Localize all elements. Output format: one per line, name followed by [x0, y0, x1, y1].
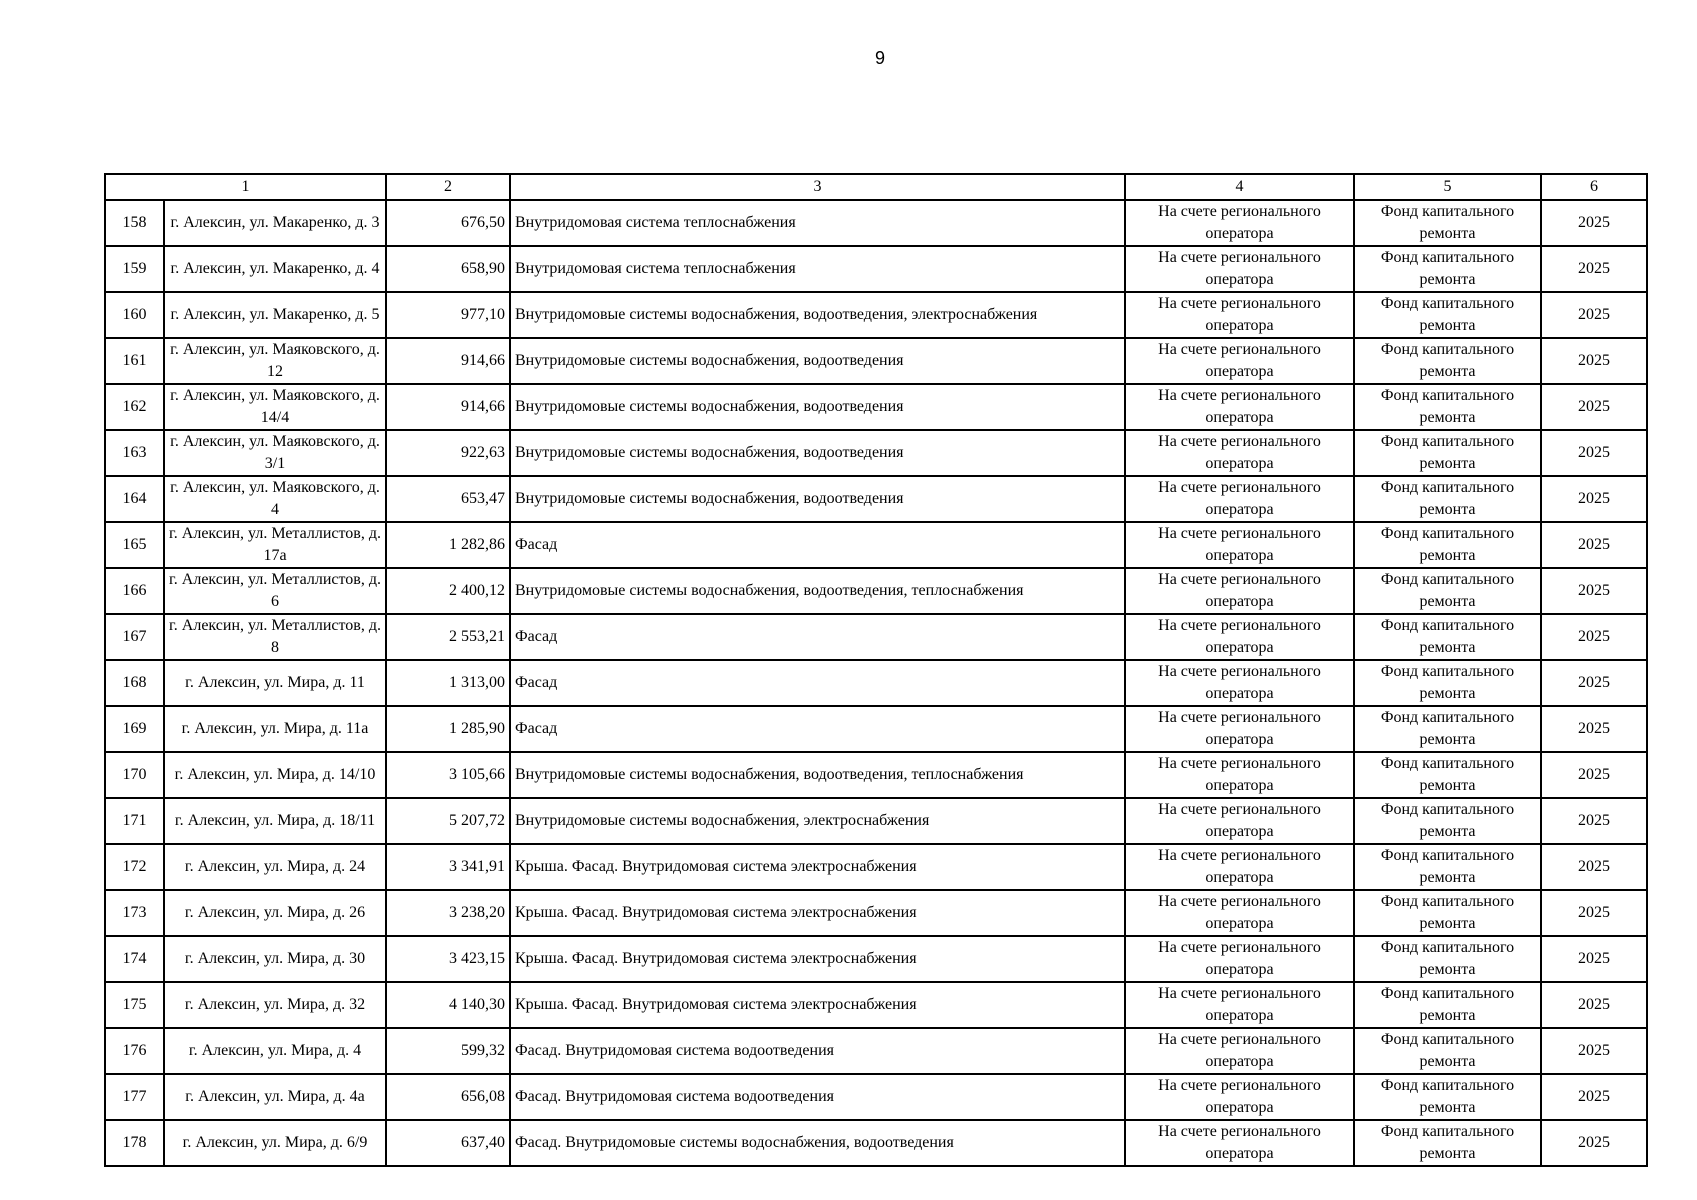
year-cell: 2025: [1541, 292, 1647, 338]
row-number: 161: [105, 338, 164, 384]
funding-source-cell: Фонд капитального ремонта: [1354, 936, 1541, 982]
account-cell: На счете регионального оператора: [1125, 798, 1354, 844]
table-row: [105, 706, 1647, 752]
work-type-cell: Фасад: [510, 614, 1125, 660]
year-cell: 2025: [1541, 982, 1647, 1028]
area-cell: 2 553,21: [386, 614, 510, 660]
funding-source-cell: Фонд капитального ремонта: [1354, 752, 1541, 798]
funding-source-cell: Фонд капитального ремонта: [1354, 292, 1541, 338]
area-cell: 653,47: [386, 476, 510, 522]
area-cell: 1 282,86: [386, 522, 510, 568]
area-cell: 676,50: [386, 200, 510, 246]
header-col-5: 5: [1354, 174, 1541, 200]
funding-source-cell: Фонд капитального ремонта: [1354, 476, 1541, 522]
row-number: 159: [105, 246, 164, 292]
work-type-cell: Фасад: [510, 522, 1125, 568]
row-number: 174: [105, 936, 164, 982]
year-cell: 2025: [1541, 384, 1647, 430]
account-cell: На счете регионального оператора: [1125, 1120, 1354, 1166]
address-cell: г. Алексин, ул. Мира, д. 11: [164, 660, 386, 706]
address-cell: г. Алексин, ул. Макаренко, д. 3: [164, 200, 386, 246]
area-cell: 3 105,66: [386, 752, 510, 798]
address-cell: г. Алексин, ул. Мира, д. 24: [164, 844, 386, 890]
year-cell: 2025: [1541, 246, 1647, 292]
area-cell: 637,40: [386, 1120, 510, 1166]
table-row: [105, 522, 1647, 568]
funding-source-cell: Фонд капитального ремонта: [1354, 614, 1541, 660]
row-number: 165: [105, 522, 164, 568]
funding-source-cell: Фонд капитального ремонта: [1354, 660, 1541, 706]
funding-source-cell: Фонд капитального ремонта: [1354, 338, 1541, 384]
funding-source-cell: Фонд капитального ремонта: [1354, 1074, 1541, 1120]
funding-source-cell: Фонд капитального ремонта: [1354, 384, 1541, 430]
work-type-cell: Внутридомовые системы водоснабжения, водоотведения: [510, 430, 1125, 476]
work-type-cell: Внутридомовые системы водоснабжения, водоотведения, теплоснабжения: [510, 568, 1125, 614]
table-row: [105, 614, 1647, 660]
row-number: 162: [105, 384, 164, 430]
year-cell: 2025: [1541, 844, 1647, 890]
year-cell: 2025: [1541, 522, 1647, 568]
funding-source-cell: Фонд капитального ремонта: [1354, 890, 1541, 936]
area-cell: 3 341,91: [386, 844, 510, 890]
year-cell: 2025: [1541, 338, 1647, 384]
row-number: 164: [105, 476, 164, 522]
area-cell: 1 285,90: [386, 706, 510, 752]
funding-source-cell: Фонд капитального ремонта: [1354, 200, 1541, 246]
area-cell: 3 423,15: [386, 936, 510, 982]
work-type-cell: Фасад. Внутридомовая система водоотведения: [510, 1028, 1125, 1074]
area-cell: 922,63: [386, 430, 510, 476]
year-cell: 2025: [1541, 1120, 1647, 1166]
area-cell: 914,66: [386, 384, 510, 430]
row-number: 169: [105, 706, 164, 752]
address-cell: г. Алексин, ул. Макаренко, д. 4: [164, 246, 386, 292]
address-cell: г. Алексин, ул. Маяковского, д. 4: [164, 476, 386, 522]
funding-source-cell: Фонд капитального ремонта: [1354, 844, 1541, 890]
address-cell: г. Алексин, ул. Мира, д. 32: [164, 982, 386, 1028]
row-number: 166: [105, 568, 164, 614]
work-type-cell: Фасад: [510, 660, 1125, 706]
table-row: [105, 936, 1647, 982]
address-cell: г. Алексин, ул. Макаренко, д. 5: [164, 292, 386, 338]
table-row: [105, 568, 1647, 614]
funding-source-cell: Фонд капитального ремонта: [1354, 430, 1541, 476]
table-row: [105, 844, 1647, 890]
funding-source-cell: Фонд капитального ремонта: [1354, 568, 1541, 614]
year-cell: 2025: [1541, 614, 1647, 660]
funding-source-cell: Фонд капитального ремонта: [1354, 982, 1541, 1028]
table-row: [105, 246, 1647, 292]
account-cell: На счете регионального оператора: [1125, 430, 1354, 476]
row-number: 176: [105, 1028, 164, 1074]
row-number: 168: [105, 660, 164, 706]
area-cell: 599,32: [386, 1028, 510, 1074]
area-cell: 4 140,30: [386, 982, 510, 1028]
area-cell: 5 207,72: [386, 798, 510, 844]
row-number: 158: [105, 200, 164, 246]
work-type-cell: Внутридомовая система теплоснабжения: [510, 200, 1125, 246]
year-cell: 2025: [1541, 660, 1647, 706]
account-cell: На счете регионального оператора: [1125, 706, 1354, 752]
area-cell: 658,90: [386, 246, 510, 292]
table-row: [105, 1028, 1647, 1074]
account-cell: На счете регионального оператора: [1125, 292, 1354, 338]
address-cell: г. Алексин, ул. Мира, д. 18/11: [164, 798, 386, 844]
table-row: [105, 982, 1647, 1028]
area-cell: 656,08: [386, 1074, 510, 1120]
capital-repair-table: [104, 173, 1648, 1167]
area-cell: 914,66: [386, 338, 510, 384]
work-type-cell: Крыша. Фасад. Внутридомовая система электроснабжения: [510, 890, 1125, 936]
table-body: [105, 200, 1647, 1166]
row-number: 160: [105, 292, 164, 338]
page-number: 9: [874, 48, 885, 68]
year-cell: 2025: [1541, 476, 1647, 522]
table-row: [105, 200, 1647, 246]
work-type-cell: Крыша. Фасад. Внутридомовая система электроснабжения: [510, 936, 1125, 982]
account-cell: На счете регионального оператора: [1125, 614, 1354, 660]
header-col-4: 4: [1125, 174, 1354, 200]
year-cell: 2025: [1541, 1074, 1647, 1120]
account-cell: На счете регионального оператора: [1125, 936, 1354, 982]
funding-source-cell: Фонд капитального ремонта: [1354, 1028, 1541, 1074]
account-cell: На счете регионального оператора: [1125, 1028, 1354, 1074]
account-cell: На счете регионального оператора: [1125, 982, 1354, 1028]
funding-source-cell: Фонд капитального ремонта: [1354, 706, 1541, 752]
area-cell: 3 238,20: [386, 890, 510, 936]
row-number: 177: [105, 1074, 164, 1120]
header-row: [105, 174, 1647, 200]
account-cell: На счете регионального оператора: [1125, 200, 1354, 246]
row-number: 172: [105, 844, 164, 890]
table-row: [105, 1074, 1647, 1120]
account-cell: На счете регионального оператора: [1125, 1074, 1354, 1120]
address-cell: г. Алексин, ул. Маяковского, д. 14/4: [164, 384, 386, 430]
address-cell: г. Алексин, ул. Мира, д. 4: [164, 1028, 386, 1074]
work-type-cell: Крыша. Фасад. Внутридомовая система электроснабжения: [510, 982, 1125, 1028]
account-cell: На счете регионального оператора: [1125, 522, 1354, 568]
address-cell: г. Алексин, ул. Мира, д. 14/10: [164, 752, 386, 798]
row-number: 173: [105, 890, 164, 936]
table-row: [105, 338, 1647, 384]
work-type-cell: Внутридомовые системы водоснабжения, водоотведения, теплоснабжения: [510, 752, 1125, 798]
header-col-6: 6: [1541, 174, 1647, 200]
table-row: [105, 430, 1647, 476]
address-cell: г. Алексин, ул. Мира, д. 26: [164, 890, 386, 936]
work-type-cell: Фасад. Внутридомовая система водоотведения: [510, 1074, 1125, 1120]
account-cell: На счете регионального оператора: [1125, 752, 1354, 798]
account-cell: На счете регионального оператора: [1125, 890, 1354, 936]
funding-source-cell: Фонд капитального ремонта: [1354, 522, 1541, 568]
address-cell: г. Алексин, ул. Металлистов, д. 6: [164, 568, 386, 614]
row-number: 163: [105, 430, 164, 476]
funding-source-cell: Фонд капитального ремонта: [1354, 246, 1541, 292]
table-row: [105, 476, 1647, 522]
account-cell: На счете регионального оператора: [1125, 660, 1354, 706]
area-cell: 2 400,12: [386, 568, 510, 614]
account-cell: На счете регионального оператора: [1125, 476, 1354, 522]
area-cell: 1 313,00: [386, 660, 510, 706]
address-cell: г. Алексин, ул. Мира, д. 11а: [164, 706, 386, 752]
year-cell: 2025: [1541, 706, 1647, 752]
work-type-cell: Внутридомовые системы водоснабжения, водоотведения: [510, 476, 1125, 522]
row-number: 178: [105, 1120, 164, 1166]
row-number: 171: [105, 798, 164, 844]
funding-source-cell: Фонд капитального ремонта: [1354, 798, 1541, 844]
address-cell: г. Алексин, ул. Маяковского, д. 12: [164, 338, 386, 384]
work-type-cell: Внутридомовая система теплоснабжения: [510, 246, 1125, 292]
row-number: 167: [105, 614, 164, 660]
funding-source-cell: Фонд капитального ремонта: [1354, 1120, 1541, 1166]
year-cell: 2025: [1541, 1028, 1647, 1074]
year-cell: 2025: [1541, 430, 1647, 476]
address-cell: г. Алексин, ул. Металлистов, д. 17а: [164, 522, 386, 568]
year-cell: 2025: [1541, 568, 1647, 614]
address-cell: г. Алексин, ул. Мира, д. 30: [164, 936, 386, 982]
account-cell: На счете регионального оператора: [1125, 384, 1354, 430]
table-row: [105, 660, 1647, 706]
work-type-cell: Внутридомовые системы водоснабжения, водоотведения, электроснабжения: [510, 292, 1125, 338]
address-cell: г. Алексин, ул. Маяковского, д. 3/1: [164, 430, 386, 476]
row-number: 175: [105, 982, 164, 1028]
work-type-cell: Внутридомовые системы водоснабжения, электроснабжения: [510, 798, 1125, 844]
table-row: [105, 292, 1647, 338]
year-cell: 2025: [1541, 936, 1647, 982]
account-cell: На счете регионального оператора: [1125, 568, 1354, 614]
year-cell: 2025: [1541, 890, 1647, 936]
header-col-3: 3: [510, 174, 1125, 200]
table-row: [105, 798, 1647, 844]
row-number: 170: [105, 752, 164, 798]
year-cell: 2025: [1541, 798, 1647, 844]
work-type-cell: Внутридомовые системы водоснабжения, водоотведения: [510, 384, 1125, 430]
address-cell: г. Алексин, ул. Мира, д. 4а: [164, 1074, 386, 1120]
address-cell: г. Алексин, ул. Металлистов, д. 8: [164, 614, 386, 660]
table-row: [105, 384, 1647, 430]
account-cell: На счете регионального оператора: [1125, 338, 1354, 384]
work-type-cell: Внутридомовые системы водоснабжения, водоотведения: [510, 338, 1125, 384]
work-type-cell: Фасад: [510, 706, 1125, 752]
work-type-cell: Фасад. Внутридомовые системы водоснабжения, водоотведения: [510, 1120, 1125, 1166]
account-cell: На счете регионального оператора: [1125, 246, 1354, 292]
year-cell: 2025: [1541, 752, 1647, 798]
table-row: [105, 752, 1647, 798]
address-cell: г. Алексин, ул. Мира, д. 6/9: [164, 1120, 386, 1166]
header-col-2: 2: [386, 174, 510, 200]
table-row: [105, 890, 1647, 936]
header-col-1: 1: [105, 174, 386, 200]
table-header: [105, 174, 1647, 200]
table-row: [105, 1120, 1647, 1166]
year-cell: 2025: [1541, 200, 1647, 246]
work-type-cell: Крыша. Фасад. Внутридомовая система электроснабжения: [510, 844, 1125, 890]
area-cell: 977,10: [386, 292, 510, 338]
account-cell: На счете регионального оператора: [1125, 844, 1354, 890]
